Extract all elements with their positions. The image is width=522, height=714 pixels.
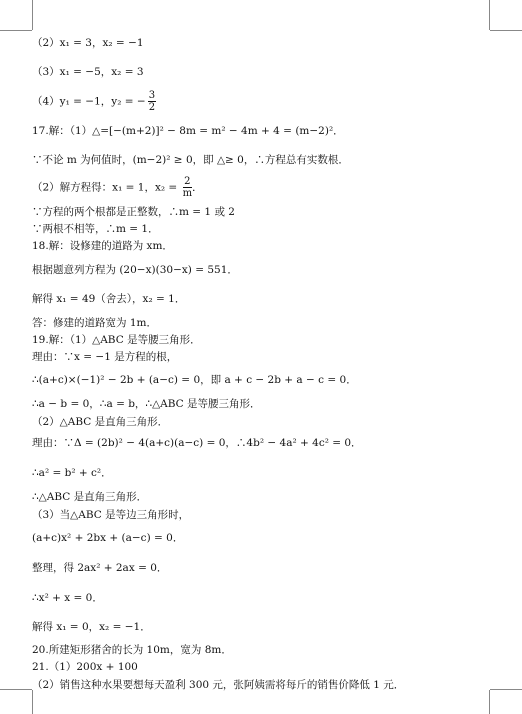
fraction-numerator: 3 [148,90,156,101]
answer-line: 17.解：（1）△=[−(m+2)]² − 8m = m² − 4m + 4 = (m−2)²． [32,125,344,137]
answer-line: （2）△ABC 是直角三角形． [32,416,169,428]
answer-line: 理由：∵x = −1 是方程的根， [32,351,178,363]
answer-line: ∵两根不相等，∴m = 1． [32,223,159,235]
answer-line: 解得 x₁ = 49（舍去），x₂ = 1． [32,293,186,305]
fraction-suffix: ． [192,181,203,194]
crop-mark-bottom-right-v [489,690,490,714]
fraction-denominator: m [182,188,193,199]
answer-line: ∴x² + x = 0． [32,592,103,604]
answer-line-fraction [32,176,203,199]
crop-mark-bottom-left-v [32,690,33,714]
answer-line: （3）x₁ = −5，x₂ = 3 [32,66,144,78]
answer-line: ∴△ABC 是直角三角形． [32,491,148,503]
answer-line: ∴a² = b² + c²． [32,467,112,479]
fraction-denominator: 2 [148,102,156,113]
crop-mark-top-left-h [0,30,32,31]
answer-line: ∵不论 m 为何值时，(m−2)² ≥ 0，即 △≥ 0，∴方程总有实数根． [32,154,349,166]
answer-line: 理由：∵Δ = (2b)² − 4(a+c)(a−c) = 0，∴4b² − 4a² + 4c² = 0． [32,437,362,449]
crop-mark-bottom-left-h [0,689,32,690]
answer-line: (a+c)x² + 2bx + (a−c) = 0． [32,532,184,544]
answer-line: 20.所建矩形猪舍的长为 10m，宽为 8m． [32,644,232,656]
answer-line: 根据题意列方程为 (20−x)(30−x) = 551． [32,264,238,276]
crop-mark-top-right-h [490,30,522,31]
answer-line: 21.（1）200x + 100 [32,661,138,673]
fraction-prefix: （4）y₁ = −1，y₂ = − [32,95,146,108]
crop-mark-bottom-right-h [490,689,522,690]
answer-line: 解得 x₁ = 0，x₂ = −1． [32,621,151,633]
crop-mark-top-left-v [32,0,33,30]
answer-line: ∴(a+c)×(−1)² − 2b + (a−c) = 0，即 a + c − 2b + a − c = 0． [32,374,357,386]
answer-line: （2）销售这种水果要想每天盈利 300 元，张阿姨需将每斤的销售价降低 1 元． [32,679,405,691]
answer-line: 整理，得 2ax² + 2ax = 0． [32,562,168,574]
fraction [183,176,192,199]
answer-line: 答：修建的道路宽为 1m． [32,317,157,329]
crop-mark-top-right-v [489,0,490,30]
fraction [148,90,156,113]
answer-line: （2）x₁ = 3，x₂ = −1 [32,37,144,49]
fraction-prefix: （2）解方程得：x₁ = 1，x₂ = [32,181,181,194]
fraction-numerator: 2 [184,176,191,187]
answer-line: ∵方程的两个根都是正整数，∴m = 1 或 2 [32,206,235,218]
answer-line: ∴a − b = 0，∴a = b，∴△ABC 是等腰三角形． [32,398,261,410]
answer-line-fraction [32,90,156,113]
answer-line: 18.解：设修建的道路为 xm． [32,240,173,252]
answer-line: 19.解：（1）△ABC 是等腰三角形． [32,334,201,346]
answer-line: （3）当△ABC 是等边三角形时， [32,509,190,521]
